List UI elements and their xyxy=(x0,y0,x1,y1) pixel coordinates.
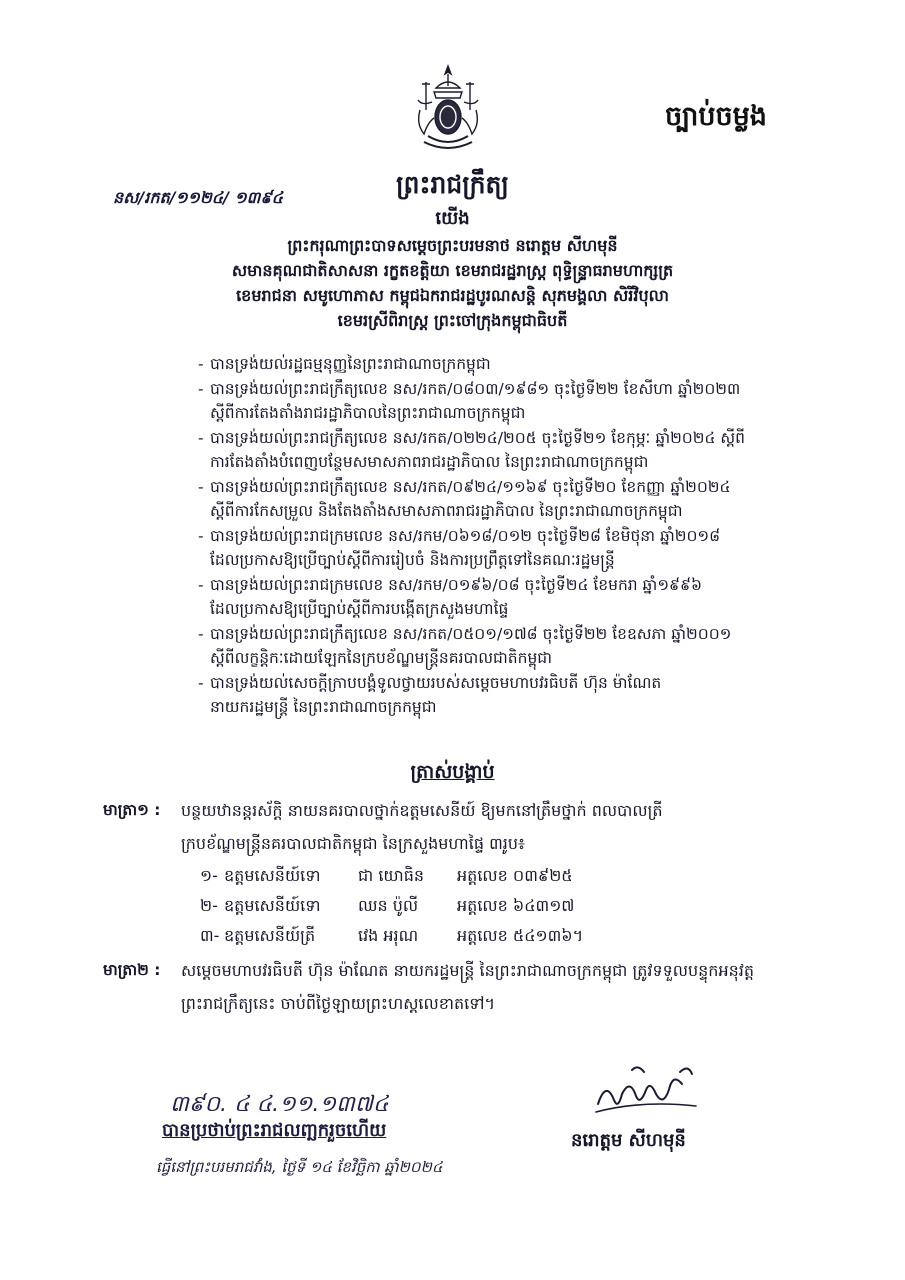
considerations-list xyxy=(198,352,838,720)
royal-title-line: ព្រះករុណាព្រះបាទសម្តេចព្រះបរមនាថ នរោត្តម សីហមុនី xyxy=(287,236,618,255)
officer-number: ១- xyxy=(200,866,218,885)
consideration-item xyxy=(198,352,838,376)
article-1-body xyxy=(181,794,663,860)
consideration-line: នាយករដ្ឋមន្ត្រី នៃព្រះរាជាណាចក្រកម្ពុជា xyxy=(210,698,437,716)
royal-title-line: ខេមរស្រីពិរាស្ត្រ ព្រះចៅក្រុងកម្ពុជាធិបតី xyxy=(337,311,568,330)
royal-signature xyxy=(592,1060,702,1118)
royal-title-line: សមានគុណជាតិសាសនា រក្ខតខត្តិយា ខេមរាជរដ្ឋរាស្ត្រ ពុទ្ធិន្ទ្រាធរាមហាក្សត្រ xyxy=(231,261,674,280)
article-2-line: សម្តេចមហាបវរធិបតី ហ៊ុន ម៉ាណែត នាយករដ្ឋមន្ត្រី នៃព្រះរាជាណាចក្រកម្ពុជា ត្រូវទទួលបន្ទុកអនុវត្ត xyxy=(181,961,755,980)
consideration-line: ការតែងតាំងបំពេញបន្ថែមសមាសភាពរាជរដ្ឋាភិបាល នៃព្រះរាជាណាចក្រកម្ពុជា xyxy=(210,453,649,471)
officer-rank: ឧត្តមសេនីយ៍ត្រី xyxy=(224,926,316,945)
article-2-label: មាត្រា២ : xyxy=(103,961,161,979)
officer-name: វេង អរុណ xyxy=(358,926,419,945)
handwritten-registration-date: ៣៩០. ៤ ៤.១១.១៣៧៤ xyxy=(170,1092,389,1117)
consideration-item xyxy=(198,622,838,670)
officer-id: អត្តលេខ ៥៤១៣៦។ xyxy=(457,926,584,945)
consideration-line: - បានទ្រង់យល់ព្រះរាជក្រឹត្យលេខ នស/រកត/០៨០៣/១៩៨១ ចុះថ្ងៃទី២២ ខែសីហា ឆ្នាំ២០២៣ xyxy=(198,377,838,401)
consideration-line: - បានទ្រង់យល់ព្រះរាជក្រឹត្យលេខ នស/រកត/០៩២៤/១១៦៩ ចុះថ្ងៃទី២០ ខែកញ្ញា ឆ្នាំ២០២៤ xyxy=(198,475,838,499)
article-1-line: បន្ថយឋានន្តរស័ក្តិ នាយនគរបាលថ្នាក់ឧត្តមសេនីយ៍ ឱ្យមកនៅត្រឹមថ្នាក់ ពលបាលត្រី xyxy=(181,801,663,820)
consideration-line: - បានទ្រង់យល់ព្រះរាជក្រឹត្យលេខ នស/រកត/០២២៤/២០៥ ចុះថ្ងៃទី២១ ខែកុម្ភៈ ឆ្នាំ២០២៤ ស្តីពី xyxy=(198,426,838,450)
consideration-item xyxy=(198,426,838,474)
we-heading: យើង xyxy=(435,208,470,229)
consideration-item xyxy=(198,573,838,621)
royal-titles xyxy=(0,233,905,333)
royal-arms-emblem xyxy=(408,62,488,154)
officer-number: ៣- xyxy=(200,926,220,945)
decree-reference-number: នស/រកត/១១២៤/ ១៣៩៤ xyxy=(113,188,283,207)
officer-rank: ឧត្តមសេនីយ៍ទោ xyxy=(224,866,321,885)
officer-name: ឈន ប៉ូលី xyxy=(358,896,419,915)
consideration-item xyxy=(198,475,838,523)
consideration-line: - បានទ្រង់យល់ព្រះរាជក្រមលេខ នស/រកម/០១៩៦/០៨ ចុះថ្ងៃទី២៤ ខែមករា ឆ្នាំ១៩៩៦ xyxy=(198,573,838,597)
consideration-line: ស្តីពីការកែសម្រួល និងតែងតាំងសមាសភាពរាជរដ្ឋាភិបាល នៃព្រះរាជាណាចក្រកម្ពុជា xyxy=(210,502,683,520)
consideration-line: ស្តីពីលក្ខន្តិកៈដោយឡែកនៃក្របខ័ណ្ឌមន្ត្រីនគរបាលជាតិកម្ពុជា xyxy=(210,649,553,667)
article-2-line: ព្រះរាជក្រឹត្យនេះ ចាប់ពីថ្ងៃឡាយព្រះហស្តលេខាតទៅ។ xyxy=(181,994,495,1013)
article-1-line: ក្របខ័ណ្ឌមន្ត្រីនគរបាលជាតិកម្ពុជា នៃក្រសួងមហាផ្ទៃ ៣រូប៖ xyxy=(181,834,525,853)
consideration-item xyxy=(198,671,838,719)
consideration-line: - បានទ្រង់យល់ព្រះរាជក្រឹត្យលេខ នស/រកត/០៥០១/១៧៨ ចុះថ្ងៃទី២២ ខែឧសភា ឆ្នាំ២០០១ xyxy=(198,622,838,646)
consideration-line: - បានទ្រង់យល់ព្រះរាជក្រមលេខ នស/រកម/០៦១៨/០១២ ចុះថ្ងៃទី២៨ ខែមិថុនា ឆ្នាំ២០១៨ xyxy=(198,524,838,548)
copy-stamp: ច្បាប់ចម្លង xyxy=(665,101,767,132)
article-2-body xyxy=(181,954,754,1020)
royal-title-line: ខេមរាជនា សមូហោភាស កម្ពុជឯករាជរដ្ឋបូរណសន្តិ សុភមង្គលា សិរីវិបុលា xyxy=(236,286,669,305)
consideration-line: ស្តីពីការតែងតាំងរាជរដ្ឋាភិបាលនៃព្រះរាជាណាចក្រកម្ពុជា xyxy=(210,404,526,422)
place-and-date-line: ធ្វើនៅព្រះបរមរាជវាំង, ថ្ងៃទី ១៤ ខែវិច្ឆិកា ឆ្នាំ២០២៤ xyxy=(156,1158,443,1176)
consideration-item xyxy=(198,524,838,572)
consideration-line: - បានទ្រង់យល់សេចក្តីក្រាបបង្គំទូលថ្វាយរបស់សម្តេចមហាបវរធិបតី ហ៊ុន ម៉ាណែត xyxy=(198,671,838,695)
decides-heading: ត្រាស់បង្គាប់ xyxy=(410,761,495,783)
consideration-item xyxy=(198,377,838,425)
royal-seal-affixed-note: បានប្រថាប់ព្រះរាជលញ្ឆករួចហើយ xyxy=(162,1120,387,1141)
article-1-label: មាត្រា១ : xyxy=(103,801,161,819)
officer-name: ជា យោធិន xyxy=(358,866,425,885)
consideration-line: ដែលប្រកាសឱ្យប្រើច្បាប់ស្តីពីការបង្កើតក្រសួងមហាផ្ទៃ xyxy=(210,600,509,618)
officer-id: អត្តលេខ ០៣៩២៥ xyxy=(457,866,573,885)
consideration-line: - បានទ្រង់យល់រដ្ឋធម្មនុញ្ញនៃព្រះរាជាណាចក្រកម្ពុជា xyxy=(198,352,838,376)
officer-id: អត្តលេខ ៦៤៣១៧ xyxy=(457,896,575,915)
decree-title: ព្រះរាជក្រឹត្យ xyxy=(396,170,509,199)
consideration-line: ដែលប្រកាសឱ្យប្រើច្បាប់ស្តីពីការរៀបចំ និងការប្រព្រឹត្តទៅនៃគណៈរដ្ឋមន្ត្រី xyxy=(210,551,615,569)
officer-number: ២- xyxy=(200,896,218,915)
officer-rank: ឧត្តមសេនីយ៍ទោ xyxy=(224,896,321,915)
signer-name: នរោត្តម សីហមុនី xyxy=(571,1130,686,1151)
